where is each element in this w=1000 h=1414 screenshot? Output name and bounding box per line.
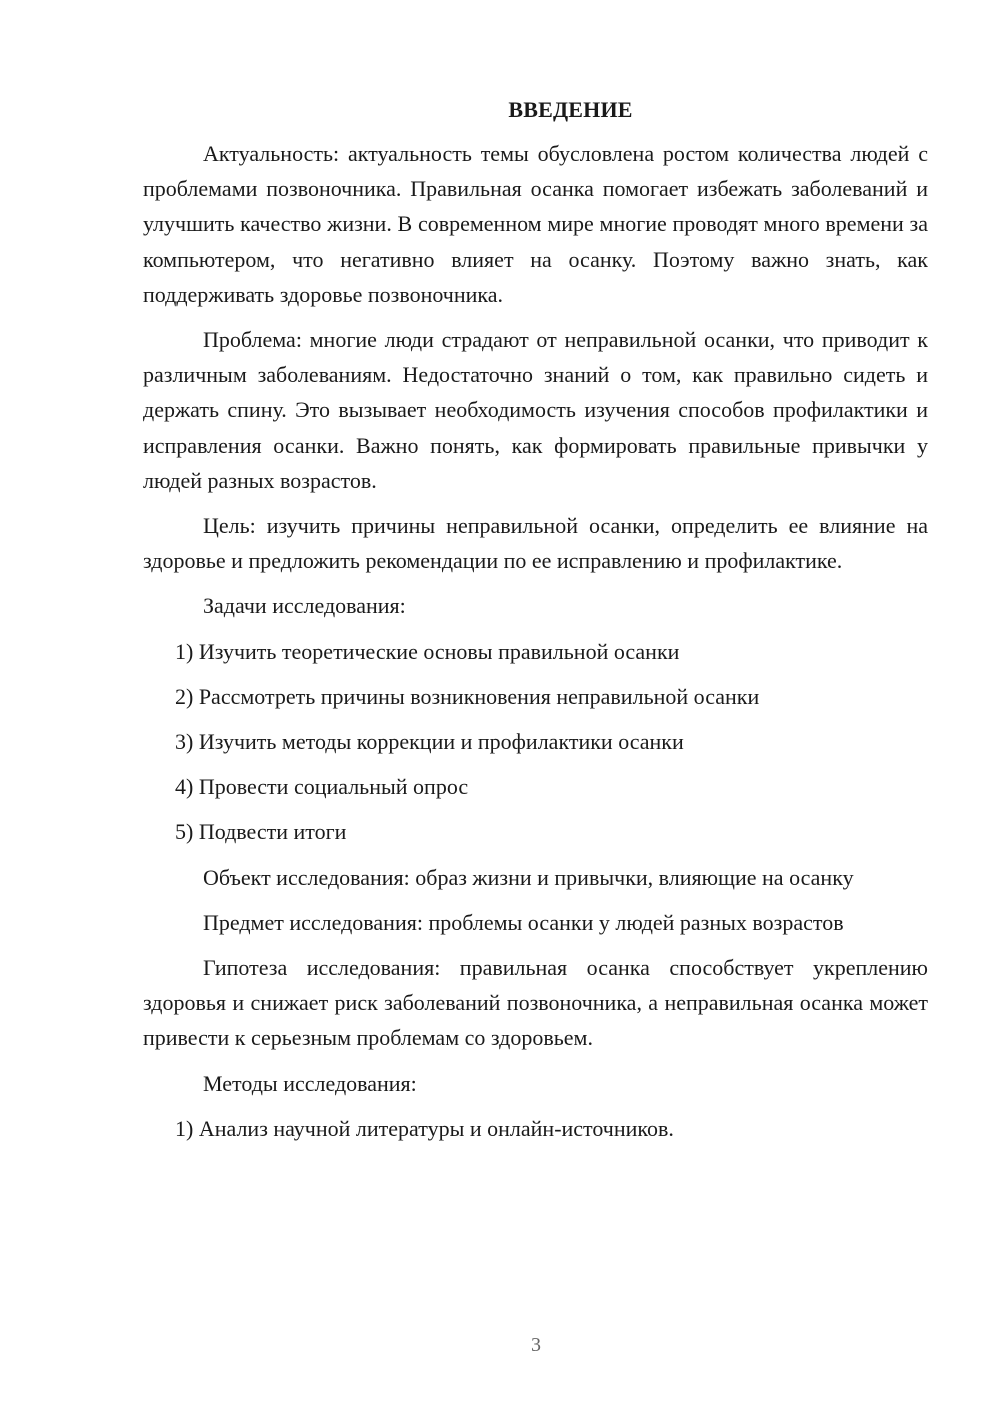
list-item: 3) Изучить методы коррекции и профилактики осанки [175, 729, 684, 755]
list-item: 5) Подвести итоги [175, 819, 347, 845]
section-heading: ВВЕДЕНИЕ [508, 97, 633, 122]
tasks-title: Задачи исследования: [203, 593, 406, 619]
list-item: 2) Рассмотреть причины возникновения неправильной осанки [175, 683, 760, 709]
tasks-list [143, 634, 928, 850]
methods-list [143, 1111, 928, 1146]
document-body [143, 94, 928, 1156]
list-item: 1) Анализ научной литературы и онлайн-источников. [175, 1115, 674, 1141]
list-item: 1) Изучить теоретические основы правильной осанки [175, 638, 680, 664]
object-paragraph: Объект исследования: образ жизни и привычки, влияющие на осанку [203, 864, 854, 890]
hypothesis-paragraph: Гипотеза исследования: правильная осанка способствует укреплению здоровья и снижает риск заболеваний позвоночника, а неправильная осанка может привести к серьезным проблемам со здоровьем. [143, 955, 928, 1051]
relevance-paragraph: Актуальность: актуальность темы обусловлена ростом количества людей с проблемами позвоночника. Правильная осанка помогает избежать заболеваний и улучшить качество жизни. В современном мире многие проводят много времени за компьютером, что негативно влияет на осанку. Поэтому важно знать, как поддерживать здоровье позвоночника. [143, 141, 928, 307]
methods-title: Методы исследования: [203, 1070, 417, 1096]
list-item: 4) Провести социальный опрос [175, 774, 469, 800]
problem-paragraph: Проблема: многие люди страдают от неправильной осанки, что приводит к различным заболеваниям. Недостаточно знаний о том, как правильно сидеть и держать спину. Это вызывает необходимость изучения способов профилактики и исправления осанки. Важно понять, как формировать правильные привычки у людей разных возрастов. [143, 327, 928, 493]
subject-paragraph: Предмет исследования: проблемы осанки у людей разных возрастов [203, 909, 844, 935]
goal-paragraph: Цель: изучить причины неправильной осанки, определить ее влияние на здоровье и предложить рекомендации по ее исправлению и профилактике. [143, 513, 928, 574]
page-number: 3 [531, 1334, 541, 1356]
